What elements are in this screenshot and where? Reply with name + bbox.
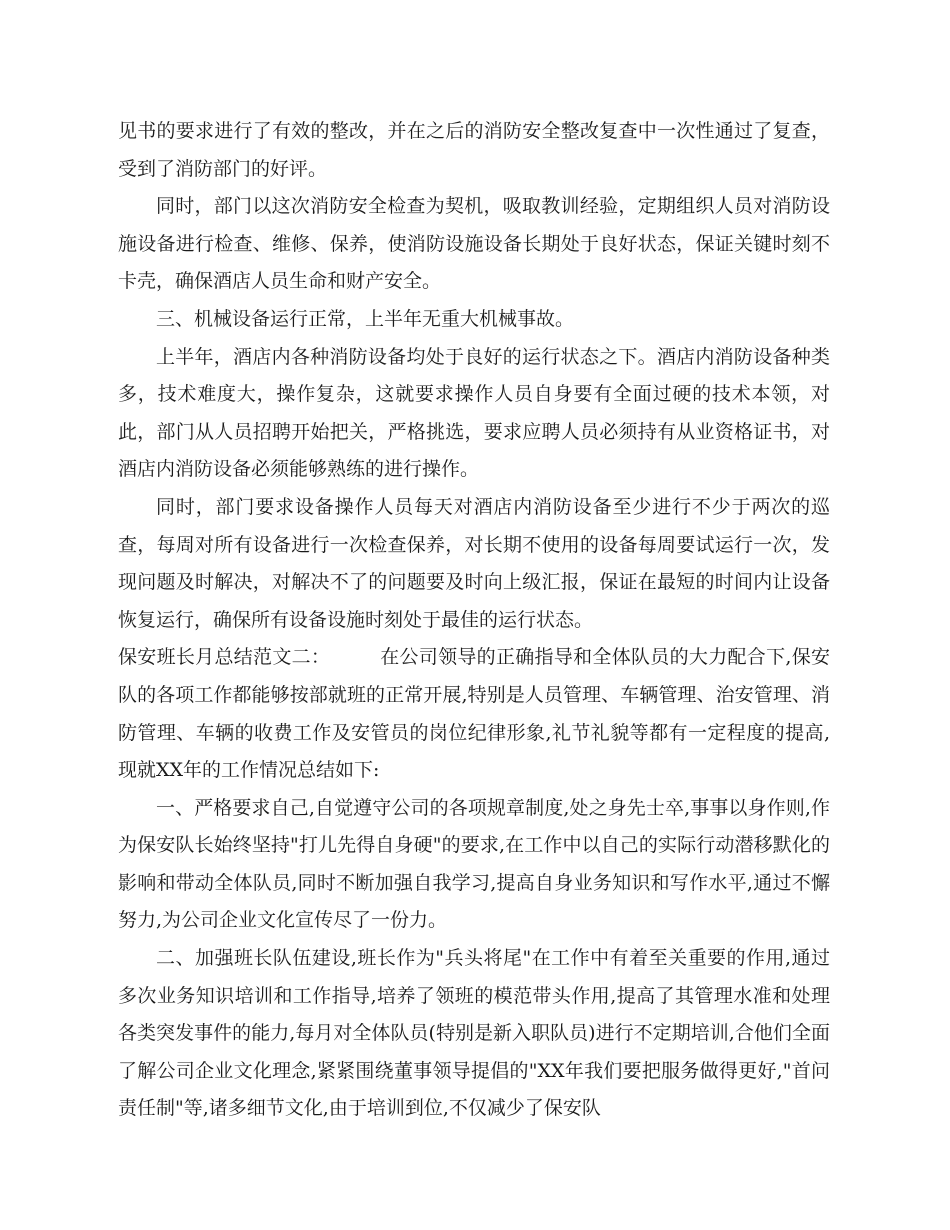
section-intro-paragraph <box>118 639 830 789</box>
paragraph: 上半年，酒店内各种消防设备均处于良好的运行状态之下。酒店内消防设备种类多，技术难度大，操作复杂，这就要求操作人员自身要有全面过硬的技术本领，对此，部门从人员招聘开始把关，严格挑选，要求应聘人员必须持有从业资格证书，对酒店内消防设备必须能够熟练的进行操作。 <box>118 345 830 481</box>
section-intro-text: 在公司领导的正确指导和全体队员的大力配合下,保安队的各项工作都能够按部就班的正常开展,特别是人员管理、车辆管理、治安管理、消防管理、车辆的收费工作及安管员的岗位纪律形象,礼节礼貌等都有一定程度的提高,现就XX年的工作情况总结如下: <box>118 646 830 782</box>
paragraph: 同时，部门以这次消防安全检查为契机，吸取教训经验，定期组织人员对消防设施设备进行检查、维修、保养，使消防设施设备长期处于良好状态，保证关键时刻不卡壳，确保酒店人员生命和财产安全。 <box>118 195 830 293</box>
document-body <box>118 113 830 1128</box>
section-heading: 三、机械设备运行正常，上半年无重大机械事故。 <box>156 307 575 330</box>
paragraph: 同时，部门要求设备操作人员每天对酒店内消防设备至少进行不少于两次的巡查，每周对所有设备进行一次检查保养，对长期不使用的设备每周要试运行一次，发现问题及时解决，对解决不了的问题要及时向上级汇报，保证在最短的时间内让设备恢复运行，确保所有设备设施时刻处于最佳的运行状态。 <box>118 495 830 631</box>
paragraph: 二、加强班长队伍建设,班长作为"兵头将尾"在工作中有着至关重要的作用,通过多次业务知识培训和工作指导,培养了领班的模范带头作用,提高了其管理水准和处理各类突发事件的能力,每月对全体队员(特别是新入职队员)进行不定期培训,合他们全面了解公司企业文化理念,紧紧围绕董事领导提倡的"XX年我们要把服务做得更好,"首问责任制"等,诸多细节文化,由于培训到位,不仅减少了保安队 <box>118 947 830 1120</box>
paragraph: 一、严格要求自己,自觉遵守公司的各项规章制度,处之身先士卒,事事以身作则,作为保安队长始终坚持"打儿先得自身硬"的要求,在工作中以自己的实际行动潜移默化的影响和带动全体队员,同时不断加强自我学习,提高自身业务知识和写作水平,通过不懈努力,为公司企业文化宣传尽了一份力。 <box>118 796 830 932</box>
section-title: 保安班长月总结范文二： <box>118 646 331 669</box>
paragraph: 见书的要求进行了有效的整改，并在之后的消防安全整改复查中一次性通过了复查，受到了消防部门的好评。 <box>118 120 830 180</box>
